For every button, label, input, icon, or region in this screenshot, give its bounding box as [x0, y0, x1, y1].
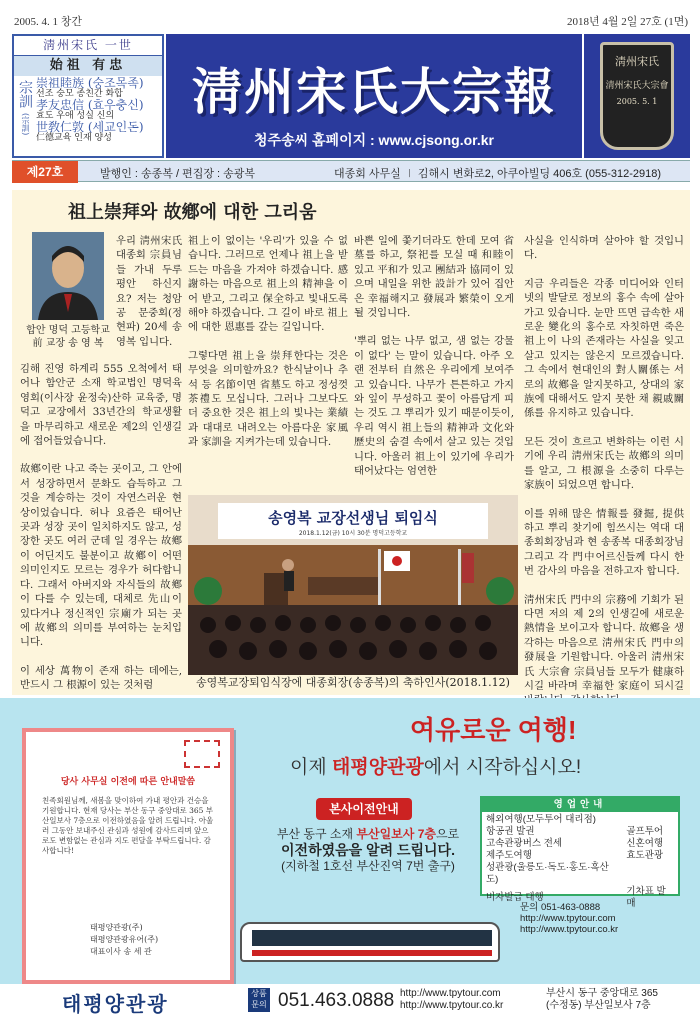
service-row — [482, 850, 678, 862]
founding-date: 2005. 4. 1 창간 — [14, 16, 83, 28]
newspaper-title: 淸州宋氏大宗報 — [192, 63, 556, 121]
move-line: (지하철 1호선 부산진역 7번 출구) — [281, 859, 455, 873]
paragraph: 바쁜 일에 쫓기더라도 한데 모여 省墓를 하고, 祭祀를 모실 때 和睦이 있고 平和가 있고 團結과 協同이 있으며 내일을 위한 設計가 있어 집안은 幸福해지고 發展과 繁榮이 오게 될 것입니다. — [354, 235, 514, 320]
motto-side-sub: (宗訓) — [21, 113, 30, 136]
motto-line: 선조 숭모 종친간 화합 — [36, 89, 123, 99]
bus-windows — [252, 930, 492, 946]
service-item: 효도관광 — [626, 850, 664, 861]
bus-stripe — [252, 950, 492, 956]
paragraph: 지금 우리들은 각종 미디어와 인터넷의 발달로 정보의 홍수 속에 살아가고 있습니다. 눈만 뜨면 급속한 새로운 變化의 홍수로 자칫하면 죽은 祖上이 나의 존재라는 사실을 잊고 살고 있지는 않은지 모르겠습니다. 그 속에서 현대인의 對人關係는 서로의 故鄕을 알지못하고, 상대의 家族에 대해서도 알지 못한 채 親戚關係를 유지하고 있습니다. — [524, 277, 684, 420]
ceremony-caption: 송영복교장퇴임식장에 대종회장(송종복)의 축하인사(2018.1.12) — [196, 676, 510, 689]
footer-link[interactable]: http://www.tpytour.co.kr — [400, 1000, 504, 1011]
notice-card — [22, 728, 234, 984]
plaque-top: 淸州宋氏 — [615, 55, 659, 68]
footer-web — [400, 988, 503, 1012]
motto-header: 淸州宋氏 一世 — [14, 36, 162, 56]
ceremony-scene — [188, 495, 518, 675]
footer-brand: 태평양관광 — [62, 994, 169, 1016]
info-bar — [12, 160, 690, 182]
column-2 — [188, 234, 348, 464]
paragraph: 모든 것이 흐르고 변화하는 이런 시기에 우리 淸州宋氏는 故鄕의 의미를 알고, 그 根源을 소중히 다루는 家族이 되었으면 합니다. — [524, 435, 684, 492]
paragraph: 淸州宋氏 門中의 宗務에 기회가 된다면 저의 제 2의 인생길에 새로운 熱情을 보이고자 합니다. 故鄕을 생각하는 마음으로 淸州宋氏 門中의 發展을 기원합니다. 아울러 淸州宋氏 大宗會 宗員님들 모두가 健康하시길 바라며 幸福한 家庭이 되시길 — [524, 593, 684, 692]
motto-line: 孝友忠信 (효우충신) — [36, 98, 144, 112]
main-article — [12, 190, 690, 695]
plaque — [600, 42, 674, 150]
caption-line-1: 합안 명덕 고등학교 — [26, 325, 110, 336]
sig-line: 태평양관광(주) — [90, 923, 143, 932]
ad-subhead — [290, 752, 581, 779]
masthead — [166, 34, 582, 158]
paragraph: 이 세상 萬物이 존재 하는 데에는, 반드시 그 根源이 있는 것처럼 — [20, 664, 182, 692]
contact-line: 문의 051-463-0888 — [520, 902, 601, 913]
move-part: 으로 — [435, 827, 460, 841]
banner-text: 송영복 교장선생님 퇴임식 — [268, 509, 438, 527]
footer-link[interactable]: http://www.tpytour.com — [400, 988, 501, 999]
issue-date: 2018년 4월 2일 27호 (1면) — [567, 16, 688, 28]
services-title: 영업안내 — [482, 798, 678, 812]
homepage-line: 청주송씨 홈페이지 : www.cjsong.or.kr — [254, 132, 494, 148]
paragraph: 사실을 인식하며 살아야 할 것입니다. — [524, 235, 684, 262]
column-1-intro: 우리 淸州宋氏 대종회 宗員님들 가내 두루 평안 하신지요? 저는 청암 공 문중회(정현파) 20세 송영복 입니다. — [116, 235, 182, 348]
paragraph: 그렇다면 祖上을 崇拜한다는 것은 무엇을 의미할까요? 한식날이나 추석 등 名節이면 省墓도 하고 정성껏 茶禮도 모십니다. 그러나 그보다도 더 중요한 것은 祖上의 빛나는 業績과 대대로 내려오는 아름다운 家風과 家訓을 지켜가는데 있습니다. — [188, 349, 348, 449]
contact-link[interactable]: http://www.tpytour.com — [520, 913, 616, 924]
paragraph: '뿌리 없는 나무 없고, 샘 없는 강물이 없다' 는 말이 있습니다. 아주 오랜 전부터 自然은 우리에게 보여주고 있습니다. 나무가 튼튼하고 가지와 잎이 무성하고 꽃이 아름답게 피는 것도 그 뿌리가 있기 때문이듯이, 우리 역시 祖上들의 精神과 文化와 歷史의 숨결 속에서 살고 있는 것입니다. 아울러 祖上이 있기에 우리가 태어났다는 엄연한 — [354, 335, 514, 478]
service-row — [482, 838, 678, 850]
motto-lines — [36, 78, 160, 144]
service-item — [622, 862, 678, 886]
move-line: 이전하였음을 알려 드립니다. — [281, 842, 455, 858]
service-item: 성관광(울릉도·독도·홍도·흑산도) — [486, 862, 609, 885]
column-3 — [354, 234, 514, 493]
caption-line-2: 前 교장 송 영 복 — [32, 338, 104, 349]
office-address: 대종회 사무실 ∣ 김해시 변화로2, 아쿠아빌딩 406호 (055-312-2918) — [334, 168, 662, 180]
move-line — [270, 826, 466, 842]
motto-side: 宗訓 — [17, 80, 33, 108]
subhead-part: 이제 — [290, 757, 332, 778]
ceremony-photo — [188, 495, 518, 675]
contact-link[interactable]: http://www.tpytour.co.kr — [520, 924, 619, 935]
service-row — [482, 814, 678, 826]
footer-phone: 051.463.0888 — [278, 990, 395, 1011]
portrait-image — [32, 232, 104, 320]
service-item: 항공권 발권 — [486, 826, 535, 837]
sig-line: 태평양관광유어(주) — [90, 935, 159, 944]
issue-number: 제27호 — [12, 161, 78, 183]
service-item: 기차표 발매 — [626, 886, 666, 909]
column-4 — [524, 234, 684, 722]
photo-caption — [20, 324, 116, 350]
column-1 — [20, 362, 182, 707]
service-item: 제주도여행 — [486, 850, 532, 861]
service-item: 고속관광버스 전세 — [486, 838, 563, 849]
tour-bus-image — [240, 922, 500, 962]
paragraph: 김해 진영 하계리 555 오척에서 태어나 함안군 소재 학교법인 명덕육영회(이사장 윤정숙)산하 교육중, 명덕고 교장에서 33년간의 학교생활을 마무리하고 새로운 제2의 인생길에 접어들었습니다. — [20, 363, 182, 448]
travel-ad — [0, 698, 700, 1018]
ad-headline: 여유로운 여행! — [410, 715, 577, 745]
motto-line: 崇祖睦族 (숭조목족) — [36, 76, 144, 90]
paragraph: 이를 위해 많은 情報를 發掘, 提供하고 뿌리 찾기에 힘쓰시는 역대 대종회회장님과 현 송종복 대종회장님 그리고 각 門中어르신들께 다시 한 번 감사의 마음을 전하고자 합니다. — [524, 507, 684, 578]
motto-founder: 始祖 有忠 — [14, 56, 162, 76]
plaque-year: 2005. 5. 1 — [616, 97, 658, 106]
paragraph: 祖上이 없이는 '우리'가 있을 수 없습니다. 그러므로 언제나 祖上을 받드는 마음을 가져야 하겠습니다. 感謝하는 마음으로 祖上의 精神을 이어 받고, 그리고 保全하고 빛내도록 해야 하겠습니다. 그 길이 바로 祖上에 대한 恩惠를 갚는 길입니다. — [188, 235, 348, 334]
postage-stamp-icon — [184, 740, 220, 768]
move-highlight: 부산일보사 7층 — [356, 827, 436, 841]
clan-plaque-logo — [584, 34, 690, 158]
service-item: 비자발급 대행 — [486, 892, 544, 903]
motto-line: 仁德교육 인재 양성 — [36, 133, 112, 143]
footer-tel-label: 상품문의 — [248, 988, 270, 1012]
author-photo — [32, 232, 104, 320]
banner-subtext: 2018.1.12(금) 10시 30분 명덕고등학교 — [298, 530, 408, 537]
footer-loc-line: 부산시 동구 중앙대로 365 — [546, 988, 658, 999]
move-part: 부산 동구 소재 — [276, 827, 357, 841]
service-row — [482, 826, 678, 838]
footer-location — [546, 988, 658, 1012]
service-item: 신혼여행 — [626, 838, 664, 849]
top-line — [0, 0, 700, 30]
relocation-text — [270, 826, 466, 874]
motto-line: 효도 우애 성실 신의 — [36, 111, 115, 121]
motto-line: 世敎仁敦 (세교인돈) — [36, 120, 144, 134]
service-item: 해외여행(모두투어 대리점) — [486, 814, 596, 825]
notice-body: 친족회원님께, 새봄을 맞이하여 가내 평안과 건승을 기원합니다. 현재 당사는 부산 동구 중앙대로 365 부산일보사 7층으로 이전하였음을 알려 드립니다. 아울러 그동안 보내주신 관심과 성원에 감사드리며 앞으로도 변함없는 관심과 지도 편달을 부탁드립니다. 감사합니다! — [42, 796, 214, 855]
ad-footer — [0, 984, 700, 1018]
notice-signature — [90, 922, 210, 958]
paragraph: 故鄕이란 나고 죽는 곳이고, 그 안에서 성장하면서 문화도 습득하고 그것을 계승하는 것이 자연스러운 현상이었습니다. 허나 요즘은 태어난 곳과 성장 곳이 일치하지도 않고, 성장한 곳도 여러 군데 일 경우는 故鄕이 어딘지도 불분이고 故鄕이 어떤 의미인지도 모르는 경우가 허다합니다. 그래서 아버지와 자식들의 故鄕이 다를 수 있는데, 대체로 先山이 있다거나 정신적인 宗廟가 되는 곳에 故鄕의 의미를 부여하는 눈치입니다. — [20, 463, 182, 649]
notice-title: 당사 사무실 이전에 따른 안내말씀 — [60, 777, 196, 787]
plaque-middle: 淸州宋氏大宗會 — [605, 81, 669, 91]
subhead-part: 에서 시작하십시오! — [423, 757, 582, 778]
service-item: 골프투어 — [626, 826, 664, 837]
motto-side-label — [16, 80, 34, 140]
article-headline: 祖上崇拜와 故鄕에 대한 그리움 — [68, 202, 317, 223]
service-row — [482, 862, 678, 886]
service-item — [622, 814, 678, 826]
contact-box — [520, 902, 690, 935]
footer-loc-line: (수정동) 부산일보사 7층 — [546, 1000, 651, 1011]
sig-line: 대표이사 송 세 관 — [90, 947, 152, 956]
family-motto-box — [12, 34, 164, 158]
services-table — [482, 814, 678, 910]
publisher-line: 발행인 : 송종복 / 편집장 : 송광복 — [100, 168, 256, 180]
relocation-ribbon: 본사이전안내 — [316, 798, 412, 820]
subhead-brand: 태평양관광 — [332, 757, 424, 778]
